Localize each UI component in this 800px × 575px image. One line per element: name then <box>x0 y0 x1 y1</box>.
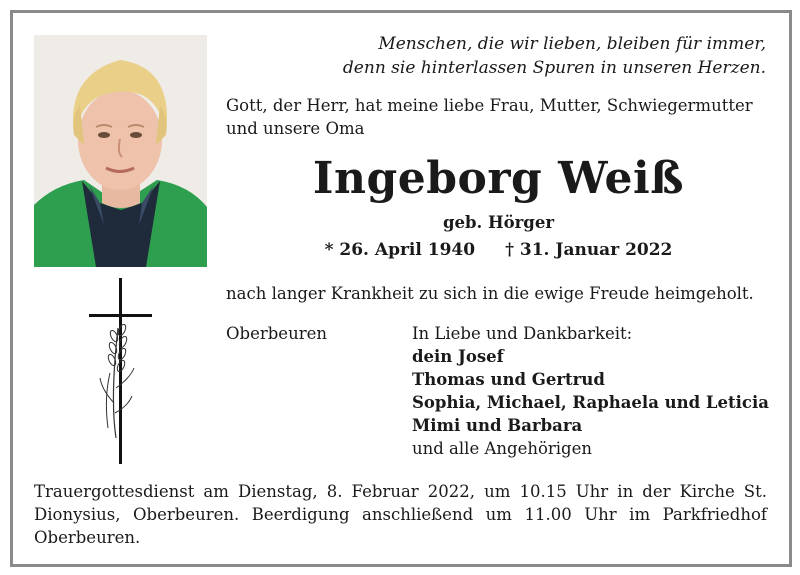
death-date: † 31. Januar 2022 <box>505 240 673 260</box>
passing-text: nach langer Krankheit zu sich in die ewige Freude heimgeholt. <box>226 284 754 303</box>
mourner-name: Sophia, Michael, Raphaela und Leticia <box>412 393 769 412</box>
life-dates <box>226 237 771 263</box>
service-info: Trauergottesdienst am Dienstag, 8. Februar 2022, um 10.15 Uhr in der Kirche St. Dionysius, Oberbeuren. Beerdigung anschließend um 11.00 Uhr im Parkfriedhof Oberbeuren. <box>34 482 767 547</box>
mourners-intro: In Liebe und Dankbarkeit: <box>412 324 633 343</box>
motto-line: denn sie hinterlassen Spuren in unseren Herzen. <box>342 58 766 78</box>
intro-line: Gott, der Herr, hat meine liebe Frau, Mutter, Schwiegermutter <box>226 96 753 115</box>
birth-date: * 26. April 1940 <box>324 240 476 260</box>
motto-quote <box>300 32 766 80</box>
maiden-name: geb. Hörger <box>442 213 555 232</box>
cross-with-wheat-icon <box>80 278 160 468</box>
mourner-name: Thomas und Gertrud <box>412 370 605 389</box>
deceased-name: Ingeborg Weiß <box>312 153 685 204</box>
mourner-name: Mimi und Barbara <box>412 416 583 435</box>
portrait-photo <box>34 35 207 267</box>
mourner-name: dein Josef <box>412 347 504 366</box>
place-name: Oberbeuren <box>226 324 327 343</box>
motto-line: Menschen, die wir lieben, bleiben für immer, <box>378 34 766 54</box>
mourners-list <box>412 322 772 460</box>
intro-text <box>226 94 771 140</box>
intro-line: und unsere Oma <box>226 119 365 138</box>
mourners-closing: und alle Angehörigen <box>412 439 593 458</box>
